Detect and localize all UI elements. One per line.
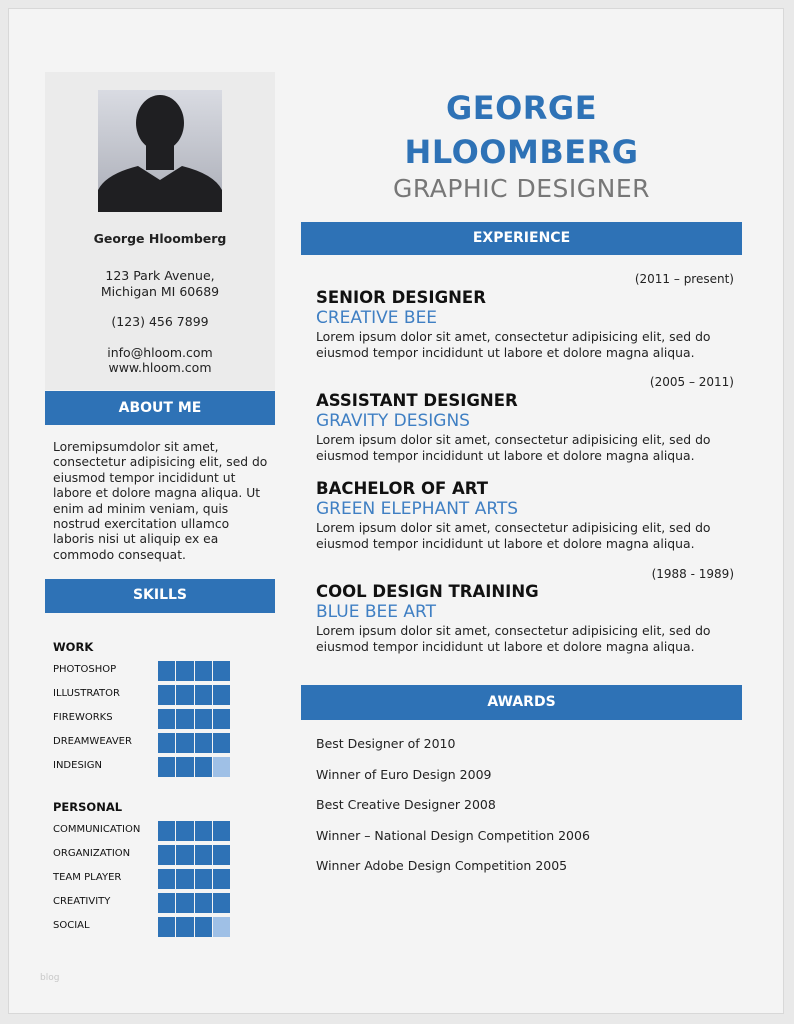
last-name: HLOOMBERG bbox=[404, 133, 639, 171]
skill-label: DREAMWEAVER bbox=[53, 736, 132, 747]
skill-level-cell bbox=[213, 893, 230, 913]
skill-level-cell bbox=[158, 845, 175, 865]
about-me-heading: ABOUT ME bbox=[45, 391, 275, 425]
skill-level-cell bbox=[176, 869, 193, 889]
skill-level-cell bbox=[195, 709, 212, 729]
experience-description: Lorem ipsum dolor sit amet, consectetur adipisicing elit, sed do eiusmod tempor incididunt ut labore et dolore magna aliqua. bbox=[316, 520, 711, 551]
skill-level-cell bbox=[158, 869, 175, 889]
email-address: info@hloom.com bbox=[107, 345, 213, 360]
skill-level-bar bbox=[158, 917, 230, 937]
skill-level-bar bbox=[158, 821, 230, 841]
experience-organization: CREATIVE BEE bbox=[316, 308, 438, 328]
experience-organization: GREEN ELEPHANT ARTS bbox=[316, 499, 519, 519]
skill-level-cell bbox=[176, 917, 193, 937]
skill-level-cell bbox=[158, 821, 175, 841]
skill-level-bar bbox=[158, 869, 230, 889]
experience-title: BACHELOR OF ART bbox=[316, 479, 488, 498]
skill-label: TEAM PLAYER bbox=[53, 872, 122, 883]
skill-level-cell bbox=[195, 733, 212, 753]
skill-level-bar bbox=[158, 685, 230, 705]
skill-level-bar bbox=[158, 733, 230, 753]
skill-level-cell bbox=[213, 869, 230, 889]
skill-level-cell bbox=[158, 733, 175, 753]
skill-label: COMMUNICATION bbox=[53, 824, 141, 835]
watermark: blog bbox=[40, 973, 60, 983]
skill-level-cell bbox=[158, 893, 175, 913]
skill-level-bar bbox=[158, 893, 230, 913]
skill-level-cell bbox=[195, 869, 212, 889]
award-item: Best Designer of 2010 bbox=[316, 736, 456, 751]
skill-level-cell bbox=[158, 661, 175, 681]
experience-entry bbox=[316, 478, 736, 552]
award-item: Winner – National Design Competition 2006 bbox=[316, 827, 590, 843]
skill-level-cell bbox=[213, 845, 230, 865]
experience-description: Lorem ipsum dolor sit amet, consectetur adipisicing elit, sed do eiusmod tempor incididunt ut labore et dolore magna aliqua. bbox=[316, 432, 711, 463]
experience-date: (2005 – 2011) bbox=[649, 375, 734, 389]
skill-level-cell bbox=[176, 709, 193, 729]
experience-entry bbox=[316, 287, 736, 361]
award-item: Best Creative Designer 2008 bbox=[316, 797, 496, 812]
experience-date: (1988 - 1989) bbox=[651, 567, 734, 581]
skill-label: INDESIGN bbox=[53, 760, 102, 771]
skill-level-cell bbox=[176, 821, 193, 841]
skill-level-cell bbox=[213, 917, 230, 937]
experience-entry bbox=[316, 581, 736, 655]
experience-date: (2011 – present) bbox=[634, 272, 734, 286]
skill-level-cell bbox=[158, 709, 175, 729]
skill-level-cell bbox=[195, 893, 212, 913]
experience-heading: EXPERIENCE bbox=[301, 222, 742, 255]
skill-level-cell bbox=[195, 845, 212, 865]
skill-level-cell bbox=[213, 661, 230, 681]
awards-heading: AWARDS bbox=[301, 685, 742, 720]
about-me-text: Loremipsumdolor sit amet, consectetur adipisicing elit, sed do eiusmod tempor incididunt ut labore et dolore magna aliqua. Ut enim ad minim veniam, quis nostrud exercitation ullamco laboris nisi ut aliquip ex ea commodo consequat. bbox=[53, 440, 268, 562]
address-line-1: 123 Park Avenue, bbox=[105, 268, 215, 283]
skill-level-cell bbox=[176, 685, 193, 705]
experience-organization: GRAVITY DESIGNS bbox=[316, 411, 470, 431]
skill-level-bar bbox=[158, 709, 230, 729]
address-line-2: Michigan MI 60689 bbox=[100, 284, 220, 299]
experience-title: SENIOR DESIGNER bbox=[316, 288, 486, 307]
skill-level-cell bbox=[195, 661, 212, 681]
skills-heading: SKILLS bbox=[45, 579, 275, 613]
first-name: GEORGE bbox=[445, 89, 598, 127]
profile-photo bbox=[98, 90, 222, 212]
skill-level-cell bbox=[158, 757, 175, 777]
skill-level-cell bbox=[176, 733, 193, 753]
skill-level-cell bbox=[195, 685, 212, 705]
phone-number: (123) 456 7899 bbox=[111, 314, 209, 329]
skill-level-cell bbox=[176, 845, 193, 865]
experience-entry bbox=[316, 390, 736, 464]
experience-title: COOL DESIGN TRAINING bbox=[316, 582, 539, 601]
award-item: Winner Adobe Design Competition 2005 bbox=[316, 858, 568, 873]
skill-label: PHOTOSHOP bbox=[53, 664, 117, 675]
skill-level-bar bbox=[158, 845, 230, 865]
skill-level-cell bbox=[213, 685, 230, 705]
skill-level-cell bbox=[195, 917, 212, 937]
experience-organization: BLUE BEE ART bbox=[316, 602, 437, 622]
sidebar-name: George Hloomberg bbox=[93, 231, 227, 246]
experience-title: ASSISTANT DESIGNER bbox=[316, 391, 518, 410]
skill-level-cell bbox=[213, 757, 230, 777]
award-item: Winner of Euro Design 2009 bbox=[316, 766, 492, 782]
skill-level-cell bbox=[213, 709, 230, 729]
skill-label: ILLUSTRATOR bbox=[53, 688, 120, 699]
skill-level-cell bbox=[195, 821, 212, 841]
experience-description: Lorem ipsum dolor sit amet, consectetur adipisicing elit, sed do eiusmod tempor incididunt ut labore et dolore magna aliqua. bbox=[316, 623, 711, 654]
skill-level-cell bbox=[176, 757, 193, 777]
skill-level-cell bbox=[176, 893, 193, 913]
skill-level-cell bbox=[158, 685, 175, 705]
skill-label: ORGANIZATION bbox=[53, 848, 131, 859]
work-skills-heading: WORK bbox=[53, 640, 94, 654]
personal-skills-heading: PERSONAL bbox=[53, 800, 123, 814]
skill-level-bar bbox=[158, 661, 230, 681]
experience-description: Lorem ipsum dolor sit amet, consectetur adipisicing elit, sed do eiusmod tempor incididunt ut labore et dolore magna aliqua. bbox=[316, 329, 711, 360]
skill-level-bar bbox=[158, 757, 230, 777]
skill-level-cell bbox=[195, 757, 212, 777]
skill-label: FIREWORKS bbox=[53, 712, 113, 723]
skill-label: SOCIAL bbox=[53, 920, 90, 931]
header-title bbox=[301, 86, 742, 203]
job-role: GRAPHIC DESIGNER bbox=[392, 174, 650, 203]
skill-level-cell bbox=[176, 661, 193, 681]
skill-level-cell bbox=[213, 733, 230, 753]
skill-label: CREATIVITY bbox=[53, 896, 111, 907]
person-silhouette-icon bbox=[98, 90, 222, 212]
website: www.hloom.com bbox=[108, 360, 212, 375]
skill-level-cell bbox=[158, 917, 175, 937]
skill-level-cell bbox=[213, 821, 230, 841]
